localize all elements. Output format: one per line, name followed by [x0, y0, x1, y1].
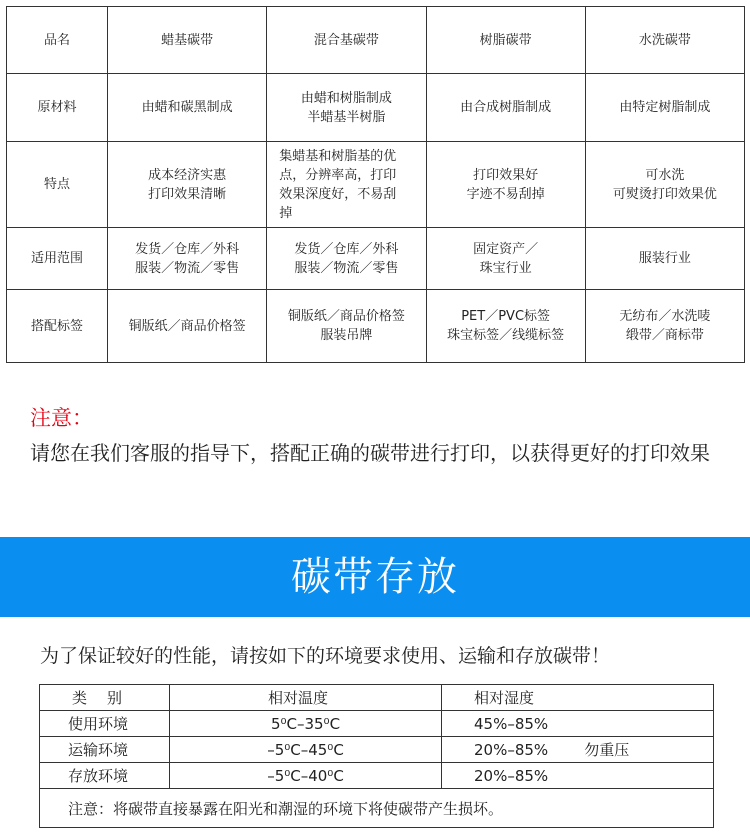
cell-line: 由合成树脂制成 — [460, 100, 552, 115]
row-label: 适用范围 — [7, 228, 108, 290]
warning-text: 将碳带直接暴露在阳光和潮湿的环境下将使碳带产生损坏。 — [113, 799, 504, 818]
header-temperature: 相对温度 — [170, 685, 442, 711]
storage-intro: 为了保证较好的性能，请按如下的环境要求使用、运输和存放碳带！ — [40, 645, 611, 667]
table-header-row — [7, 7, 745, 74]
table-cell — [585, 142, 744, 228]
cell-line: 集蜡基和树脂基的优 — [279, 148, 397, 164]
cell-line: 铜版纸／商品价格签 — [128, 318, 246, 334]
env-category: 运输环境 — [40, 737, 170, 763]
header-cell: 混合基碳带 — [267, 7, 426, 74]
note-text: 请您在我们客服的指导下，搭配正确的碳带进行打印，以获得更好的打印效果 — [30, 441, 710, 465]
cell-line: 可熨烫打印效果优 — [612, 186, 717, 202]
table-cell — [585, 74, 744, 142]
row-label: 搭配标签 — [7, 290, 108, 363]
header-humidity: 相对湿度 — [442, 685, 714, 711]
cell-line: 固定资产／ — [473, 241, 539, 257]
row-label: 原材料 — [7, 74, 108, 142]
cell-line: 可水洗 — [645, 167, 685, 183]
table-row — [40, 711, 714, 737]
storage-environment-table — [39, 684, 714, 828]
cell-line: 珠宝行业 — [479, 260, 532, 276]
table-cell — [267, 142, 426, 228]
table-row — [40, 737, 714, 763]
cell-line: 成本经济实惠 — [148, 167, 227, 183]
table-cell — [426, 74, 585, 142]
table-cell — [108, 228, 267, 290]
env-humidity: 20%–85% — [474, 741, 549, 759]
table-cell — [108, 290, 267, 363]
env-category: 使用环境 — [40, 711, 170, 737]
cell-line: 铜版纸／商品价格签 — [287, 309, 405, 324]
cell-line: 由特定树脂制成 — [619, 100, 711, 115]
env-humidity-cell — [442, 711, 714, 737]
table-cell — [426, 142, 585, 228]
table-row — [7, 290, 745, 363]
header-cell: 树脂碳带 — [426, 7, 585, 74]
ribbon-comparison-table — [6, 6, 745, 363]
header-cell: 水洗碳带 — [585, 7, 744, 74]
section-banner: 碳带存放 — [0, 537, 750, 617]
note-title: 注意： — [30, 406, 93, 430]
env-humidity-cell — [442, 763, 714, 789]
table-row — [40, 763, 714, 789]
env-humidity-cell — [442, 737, 714, 763]
row-label: 特点 — [7, 142, 108, 228]
env-temperature: 5⁰C–35⁰C — [170, 711, 442, 737]
table-cell — [108, 142, 267, 228]
cell-line: 服装／物流／零售 — [135, 260, 240, 276]
table-row — [7, 74, 745, 142]
cell-line: 缎带／商标带 — [625, 328, 704, 343]
table-cell — [426, 290, 585, 363]
cell-line: PET／PVC标签 — [461, 309, 551, 324]
cell-line: 珠宝标签／线缆标签 — [447, 328, 565, 343]
table-cell — [267, 290, 426, 363]
warning-cell — [40, 789, 714, 828]
env-temperature: –5⁰C–45⁰C — [170, 737, 442, 763]
cell-line: 掉 — [279, 205, 293, 221]
cell-line: 服装／物流／零售 — [294, 260, 399, 276]
table-cell — [585, 290, 744, 363]
env-humidity: 45%–85% — [474, 714, 549, 733]
warning-label: 注意： — [68, 799, 114, 818]
cell-line: 发货／仓库／外科 — [135, 241, 240, 257]
env-humidity: 20%–85% — [474, 766, 549, 785]
table-cell — [267, 74, 426, 142]
table-cell — [267, 228, 426, 290]
cell-line: 服装行业 — [638, 251, 691, 266]
table-cell — [108, 74, 267, 142]
env-temperature: –5⁰C–40⁰C — [170, 763, 442, 789]
cell-line: 由蜡和树脂制成 — [300, 90, 392, 106]
header-cell: 蜡基碳带 — [108, 7, 267, 74]
table-row — [7, 142, 745, 228]
cell-line: 点，分辨率高，打印 — [279, 167, 397, 183]
env-category: 存放环境 — [40, 763, 170, 789]
env-extra-note: 勿重压 — [584, 741, 630, 759]
cell-line: 由蜡和碳黑制成 — [141, 100, 233, 115]
table-row — [7, 228, 745, 290]
cell-line: 效果深度好，不易刮 — [279, 186, 397, 202]
warning-row — [40, 789, 714, 828]
table-header-row — [40, 685, 714, 711]
table-cell — [585, 228, 744, 290]
cell-line: 打印效果好 — [473, 167, 539, 183]
cell-line: 字迹不易刮掉 — [466, 186, 545, 202]
header-cell: 品名 — [7, 7, 108, 74]
cell-line: 打印效果清晰 — [148, 186, 227, 202]
cell-line: 无纺布／水洗唛 — [619, 309, 711, 324]
table-cell — [426, 228, 585, 290]
header-category: 类别 — [40, 685, 170, 711]
cell-line: 发货／仓库／外科 — [294, 241, 399, 257]
cell-line: 半蜡基半树脂 — [307, 109, 386, 125]
cell-line: 服装吊牌 — [320, 328, 373, 343]
